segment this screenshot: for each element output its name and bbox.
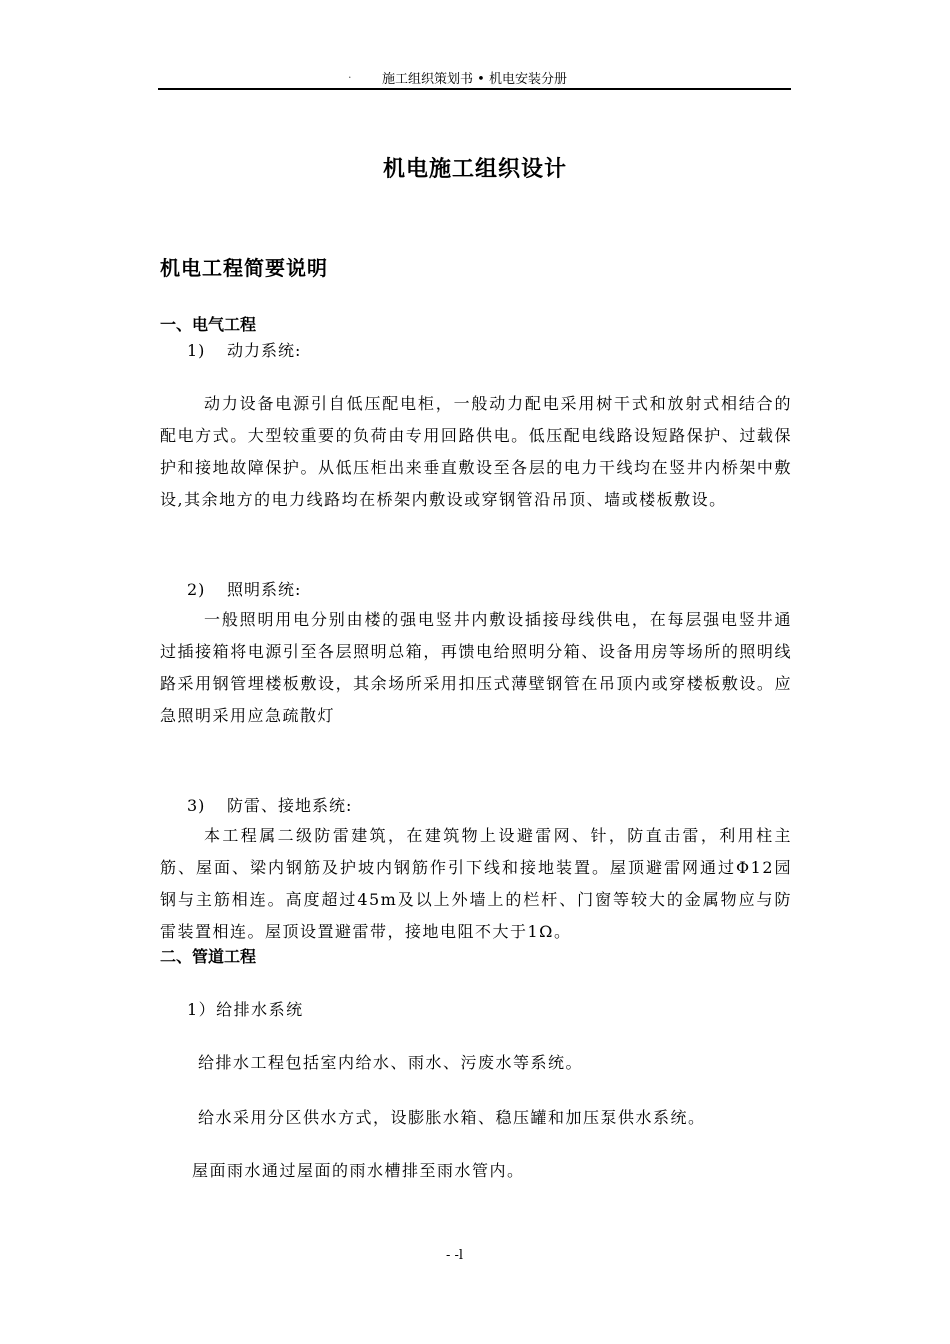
lightning-system-number: 3) xyxy=(187,796,206,815)
lightning-system-text: 防雷、接地系统: xyxy=(227,796,353,815)
lightning-system-label xyxy=(187,793,352,816)
lighting-system-label xyxy=(187,577,301,600)
power-system-text: 动力系统: xyxy=(227,341,302,360)
water-line-1: 给排水工程包括室内给水、雨水、污废水等系统。 xyxy=(198,1053,584,1072)
power-system-number: 1) xyxy=(187,341,206,360)
header-text: 施工组织策划书 • 机电安装分册 xyxy=(382,72,567,87)
power-system-paragraph: 动力设备电源引自低压配电柜，一般动力配电采用树干式和放射式相结合的配电方式。大型较重要的负荷由专用回路供电。低压配电线路设短路保护、过载保护和接地故障保护。从低压柜出来垂直敷设至各层的电力干线均在竖井内桥架中敷设,其余地方的电力线路均在桥架内敷设或穿钢管沿吊顶、墙或楼板敷设。 xyxy=(160,394,792,509)
electrical-heading: 一、电气工程 xyxy=(160,315,257,334)
document-title: 机电施工组织设计 xyxy=(382,156,567,182)
lighting-system-paragraph: 一般照明用电分别由楼的强电竖井内敷设插接母线供电，在每层强电竖井通过插接箱将电源引至各层照明总箱，再馈电给照明分箱、设备用房等场所的照明线路采用钢管埋楼板敷设，其余场所采用扣压式薄壁钢管在吊顶内或穿楼板敷设。应急照明采用应急疏散灯 xyxy=(160,610,792,725)
lightning-system-paragraph: 本工程属二级防雷建筑，在建筑物上设避雷网、针，防直击雷，利用柱主筋、屋面、梁内钢筋及护坡内钢筋作引下线和接地装置。屋顶避雷网通过Φ12园钢与主筋相连。高度超过45m及以上外墙上的栏杆、门窗等较大的金属物应与防雷装置相连。屋顶设置避雷带，接地电阻不大于1Ω。 xyxy=(160,826,792,941)
section-title: 机电工程简要说明 xyxy=(160,256,328,280)
lighting-system-text: 照明系统: xyxy=(227,580,302,599)
page-header xyxy=(158,66,791,90)
page-number: - -l xyxy=(446,1248,464,1263)
water-line-2: 给水采用分区供水方式，设膨胀水箱、稳压罐和加压泵供水系统。 xyxy=(198,1108,706,1127)
power-system-label xyxy=(187,338,301,361)
piping-heading: 二、管道工程 xyxy=(160,947,257,966)
header-dot: . xyxy=(348,68,352,81)
water-line-3: 屋面雨水通过屋面的雨水槽排至雨水管内。 xyxy=(192,1161,525,1180)
lighting-system-number: 2) xyxy=(187,580,206,599)
water-system-label: 1）给排水系统 xyxy=(187,1000,304,1019)
